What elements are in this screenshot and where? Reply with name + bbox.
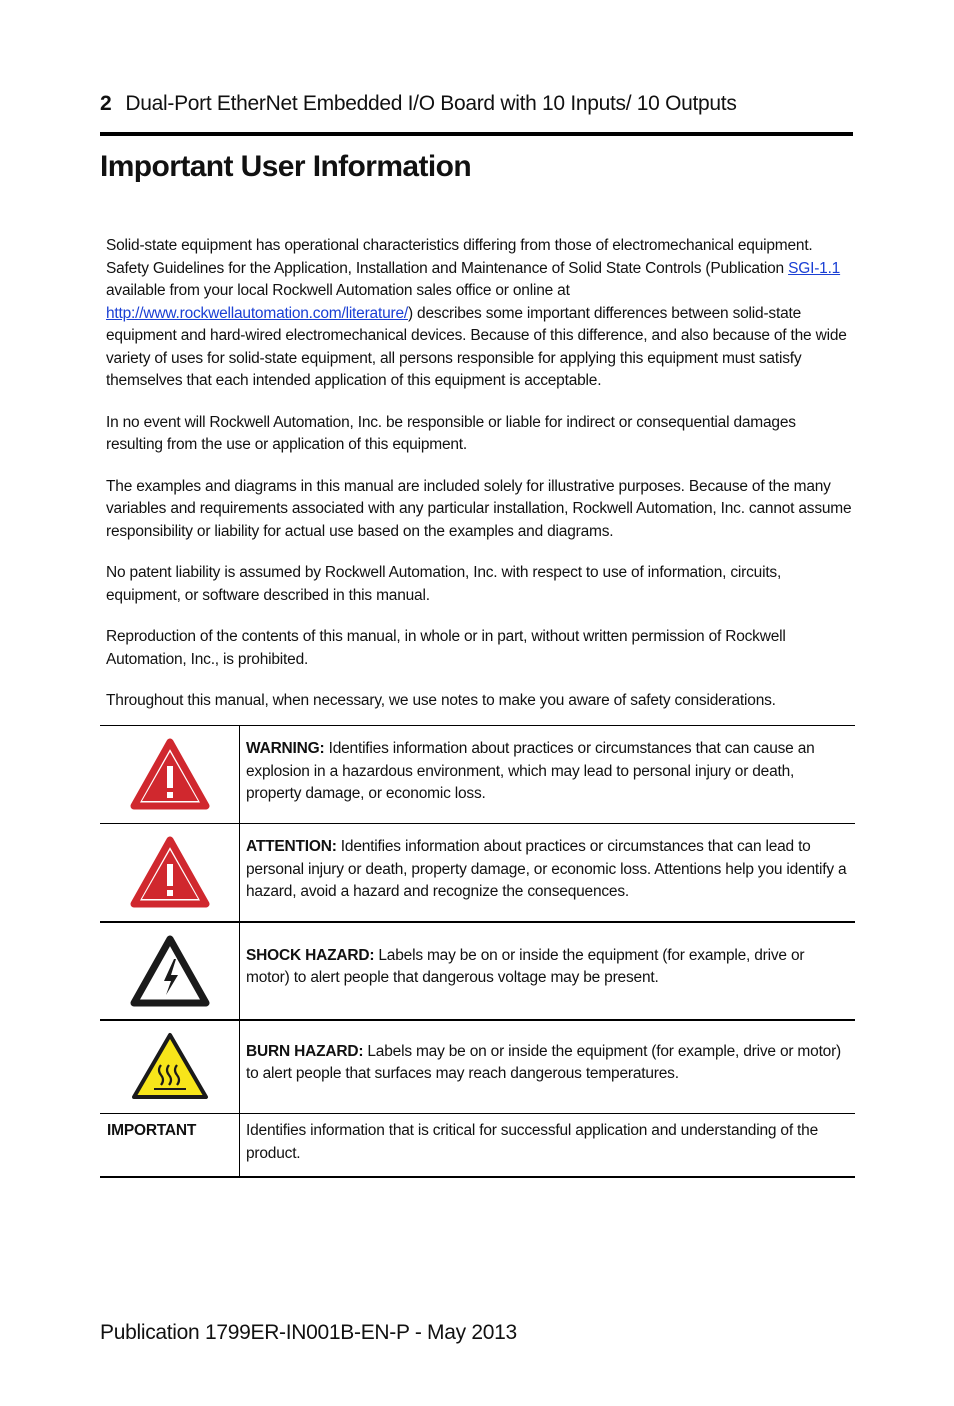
note-row-shock [100, 922, 855, 1020]
safety-notes-table [100, 725, 855, 1178]
note-row-warning [100, 726, 855, 824]
note-row-burn [100, 1020, 855, 1114]
note-row-important [100, 1114, 855, 1177]
note-label: ATTENTION: [246, 838, 337, 855]
paragraph-3: The examples and diagrams in this manual are included solely for illustrative purposes. Because of the many variables and requirements associated with any particular installation, Rockwell Automation, Inc. cannot assume responsibility or liability for actual use based on the examples and diagrams. [106, 477, 852, 540]
burn-hazard-icon [130, 1088, 210, 1105]
warning-triangle-icon [130, 797, 210, 814]
header-rule [100, 132, 853, 136]
important-label: IMPORTANT [100, 1114, 240, 1177]
document-title: Dual-Port EtherNet Embedded I/O Board with 10 Inputs/ 10 Outputs [125, 92, 737, 115]
shock-hazard-icon [130, 994, 210, 1011]
note-text: Labels may be on or inside the equipment (for example, drive or motor) to alert people that surfaces may reach dangerous temperatures. [246, 1042, 842, 1082]
note-text: Identifies information about practices or circumstances that can lead to personal injury or death, property damage, or economic loss. Attentions help you identify a hazard, avoid a hazard and recognize the consequences. [246, 838, 847, 900]
page-number: 2 [100, 92, 112, 115]
paragraph-1: Solid-state equipment has operational characteristics differing from those of electromechanical equipment. Safety Guidelines for the Application, Installation and Maintenance of Solid State Controls (Publication SGI-1.1 available from your local Rockwell Automation sales office or online at http://www.rockwellautomation.com/literature/) describes some important differences between solid-state equipment and hard-wired electromechanical devices. Because of this difference, and also because of the wide variety of uses for solid-state equipment, all persons responsible for applying this equipment must satisfy themselves that each intended application of this equipment is acceptable. [106, 237, 847, 389]
paragraph-5: Reproduction of the contents of this manual, in whole or in part, without written permission of Rockwell Automation, Inc., is prohibited. [106, 628, 786, 668]
note-text: Identifies information about practices or circumstances that can cause an explosion in a hazardous environment, which may lead to personal injury or death, property damage, or economic loss. [246, 740, 815, 802]
page-heading: Important User Information [100, 150, 472, 183]
note-row-attention [100, 824, 855, 922]
note-text: Identifies information that is critical for successful application and understanding of the product. [246, 1122, 818, 1162]
paragraph-2: In no event will Rockwell Automation, Inc. be responsible or liable for indirect or consequential damages resulting from the use or application of this equipment. [106, 413, 796, 453]
note-text: Labels may be on or inside the equipment (for example, drive or motor) to alert people that dangerous voltage may be present. [246, 946, 805, 986]
literature-link[interactable]: http://www.rockwellautomation.com/literature/ [106, 304, 408, 322]
note-label: BURN HAZARD: [246, 1042, 364, 1060]
paragraph-6: Throughout this manual, when necessary, we use notes to make you aware of safety considerations. [106, 692, 776, 709]
attention-triangle-icon [130, 895, 210, 912]
running-header [100, 92, 852, 116]
publication-footer: Publication 1799ER-IN001B-EN-P - May 2013 [100, 1321, 517, 1344]
paragraph-4: No patent liability is assumed by Rockwell Automation, Inc. with respect to use of information, circuits, equipment, or software described in this manual. [106, 564, 782, 604]
sgi-link[interactable]: SGI-1.1 [788, 259, 841, 277]
intro-text [106, 235, 854, 732]
note-label: SHOCK HAZARD: [246, 946, 375, 964]
note-label: WARNING: [246, 740, 325, 757]
